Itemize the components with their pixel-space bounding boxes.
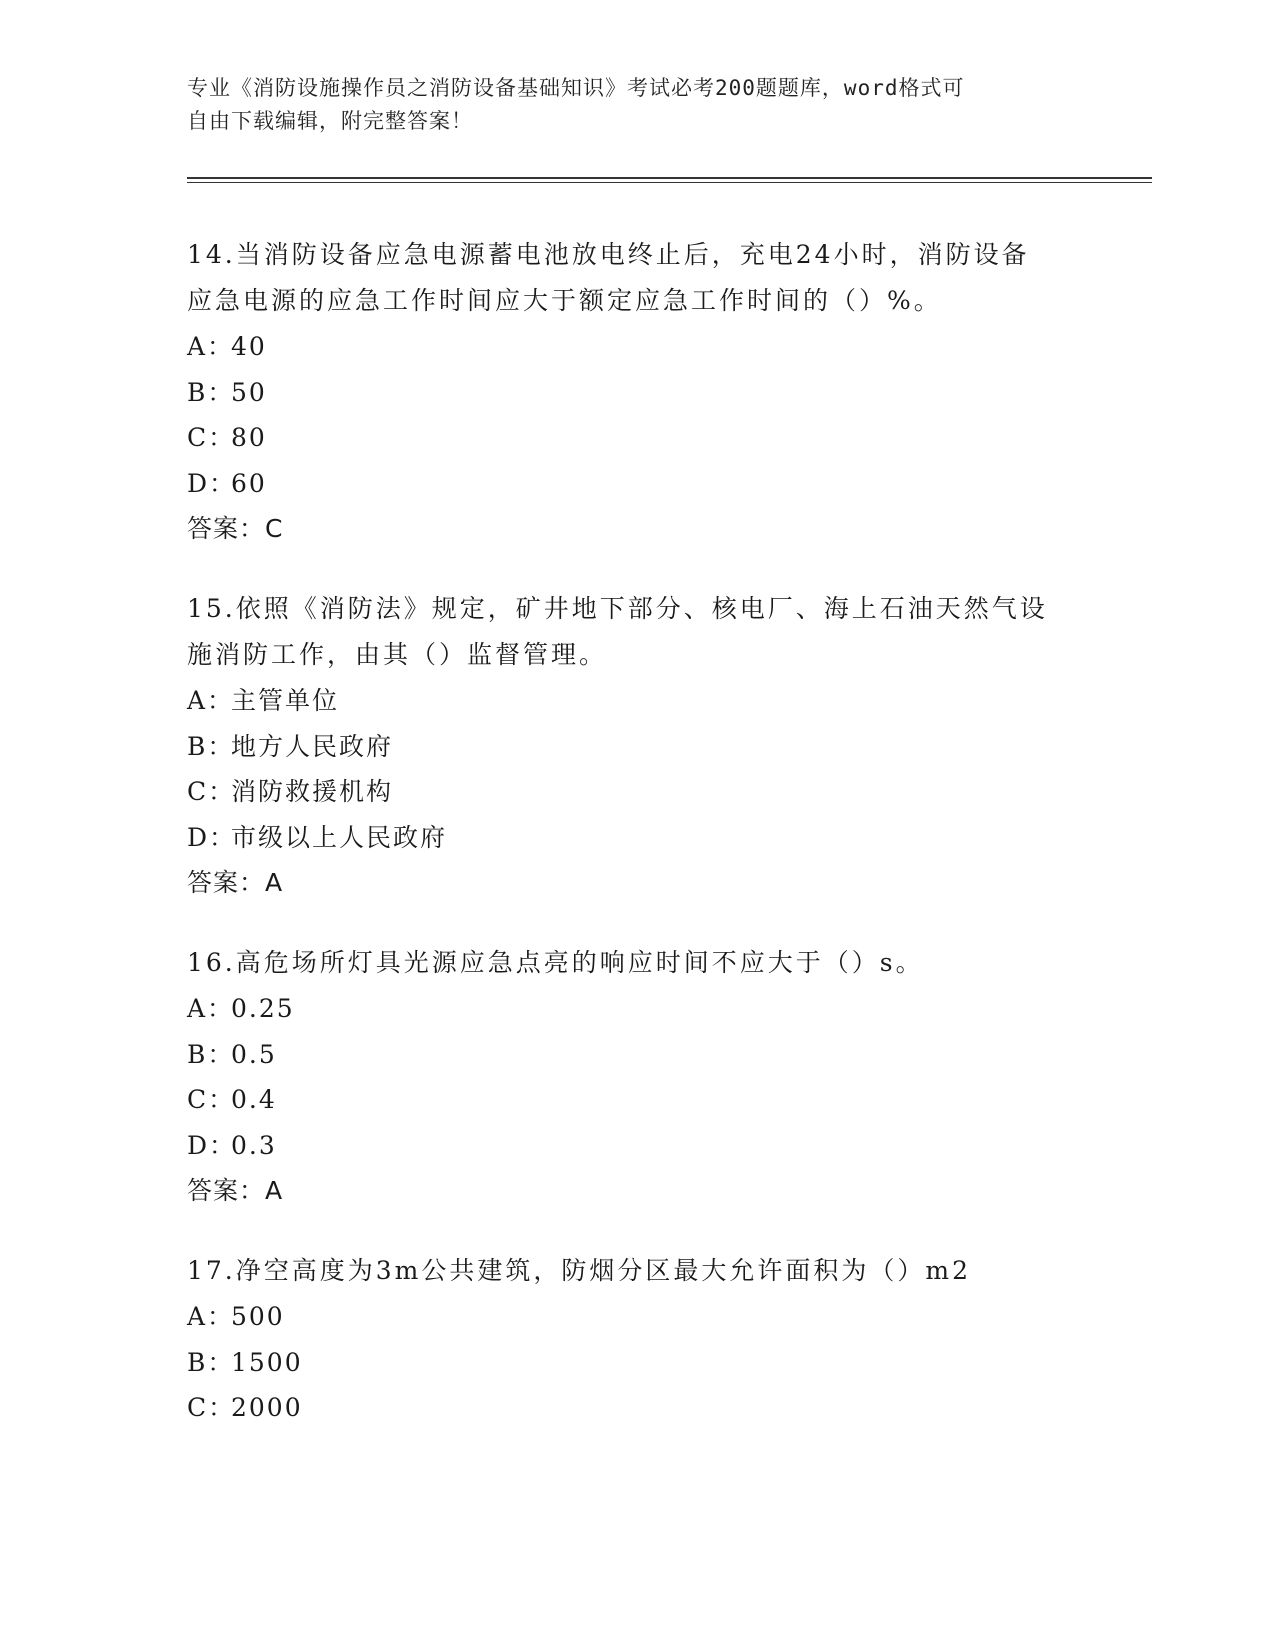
option-text: 1500 <box>231 1347 303 1377</box>
question-stem-line-2: 施消防工作，由其（）监督管理。 <box>187 640 608 669</box>
document-header <box>187 72 1087 138</box>
option-key: A： <box>187 332 235 361</box>
option-text: 0.25 <box>231 994 295 1023</box>
option-b <box>187 1032 1087 1078</box>
option-key: C： <box>187 777 236 806</box>
header-divider-thin <box>187 182 1152 183</box>
option-text: 0.4 <box>231 1085 277 1114</box>
question-stem-line-1: 15.依照《消防法》规定，矿井地下部分、核电厂、海上石油天然气设 <box>187 594 1048 623</box>
option-key: A： <box>187 686 235 715</box>
option-b <box>187 1340 1087 1386</box>
option-c <box>187 1385 1087 1431</box>
option-text: 50 <box>231 377 267 407</box>
question-stem-line-2: 应急电源的应急工作时间应大于额定应急工作时间的（）%。 <box>187 286 942 315</box>
question-stem <box>187 1248 1087 1294</box>
option-d <box>187 815 1087 861</box>
header-divider-thick <box>187 177 1152 179</box>
option-text: 主管单位 <box>231 686 340 715</box>
option-key: C： <box>187 1085 236 1114</box>
option-a <box>187 1294 1087 1340</box>
option-key: B： <box>187 377 235 407</box>
option-key: C： <box>187 1393 236 1422</box>
question-15 <box>187 586 1087 906</box>
option-text: 500 <box>231 1302 285 1331</box>
question-stem-line-1: 17.净空高度为3m公共建筑，防烟分区最大允许面积为（）m2 <box>187 1256 971 1285</box>
question-stem-line-1: 16.高危场所灯具光源应急点亮的响应时间不应大于（）s。 <box>187 948 924 977</box>
option-b <box>187 724 1087 770</box>
question-list <box>187 232 1087 1465</box>
option-text: 0.3 <box>231 1130 277 1160</box>
option-text: 地方人民政府 <box>231 731 394 761</box>
question-stem <box>187 232 1087 324</box>
question-stem <box>187 940 1087 986</box>
question-14 <box>187 232 1087 552</box>
option-key: B： <box>187 1039 235 1069</box>
option-key: A： <box>187 994 235 1023</box>
option-b <box>187 370 1087 416</box>
option-text: 60 <box>231 468 267 498</box>
header-line-1: 专业《消防设施操作员之消防设备基础知识》考试必考200题题库，word格式可 <box>187 76 965 100</box>
option-key: D： <box>187 468 237 498</box>
option-text: 80 <box>231 423 267 452</box>
option-text: 消防救援机构 <box>231 777 394 806</box>
option-key: C： <box>187 423 236 452</box>
question-stem <box>187 586 1087 678</box>
answer-label: 答案：A <box>187 868 284 897</box>
option-c <box>187 1077 1087 1123</box>
option-key: A： <box>187 1302 235 1331</box>
question-stem-line-1: 14.当消防设备应急电源蓄电池放电终止后，充电24小时，消防设备 <box>187 240 1030 269</box>
option-key: B： <box>187 731 235 761</box>
option-a <box>187 324 1087 370</box>
option-d <box>187 461 1087 507</box>
option-text: 市级以上人民政府 <box>231 822 448 852</box>
option-text: 40 <box>231 332 267 361</box>
option-a <box>187 986 1087 1032</box>
option-key: D： <box>187 822 237 852</box>
option-text: 2000 <box>231 1393 303 1422</box>
option-a <box>187 678 1087 724</box>
answer-label: 答案：C <box>187 514 284 543</box>
answer-label: 答案：A <box>187 1176 284 1205</box>
option-d <box>187 1123 1087 1169</box>
question-17 <box>187 1248 1087 1431</box>
question-16 <box>187 940 1087 1214</box>
option-key: B： <box>187 1347 235 1377</box>
option-c <box>187 415 1087 461</box>
header-line-2: 自由下载编辑，附完整答案！ <box>187 109 473 133</box>
option-text: 0.5 <box>231 1039 277 1069</box>
option-c <box>187 769 1087 815</box>
option-key: D： <box>187 1130 237 1160</box>
